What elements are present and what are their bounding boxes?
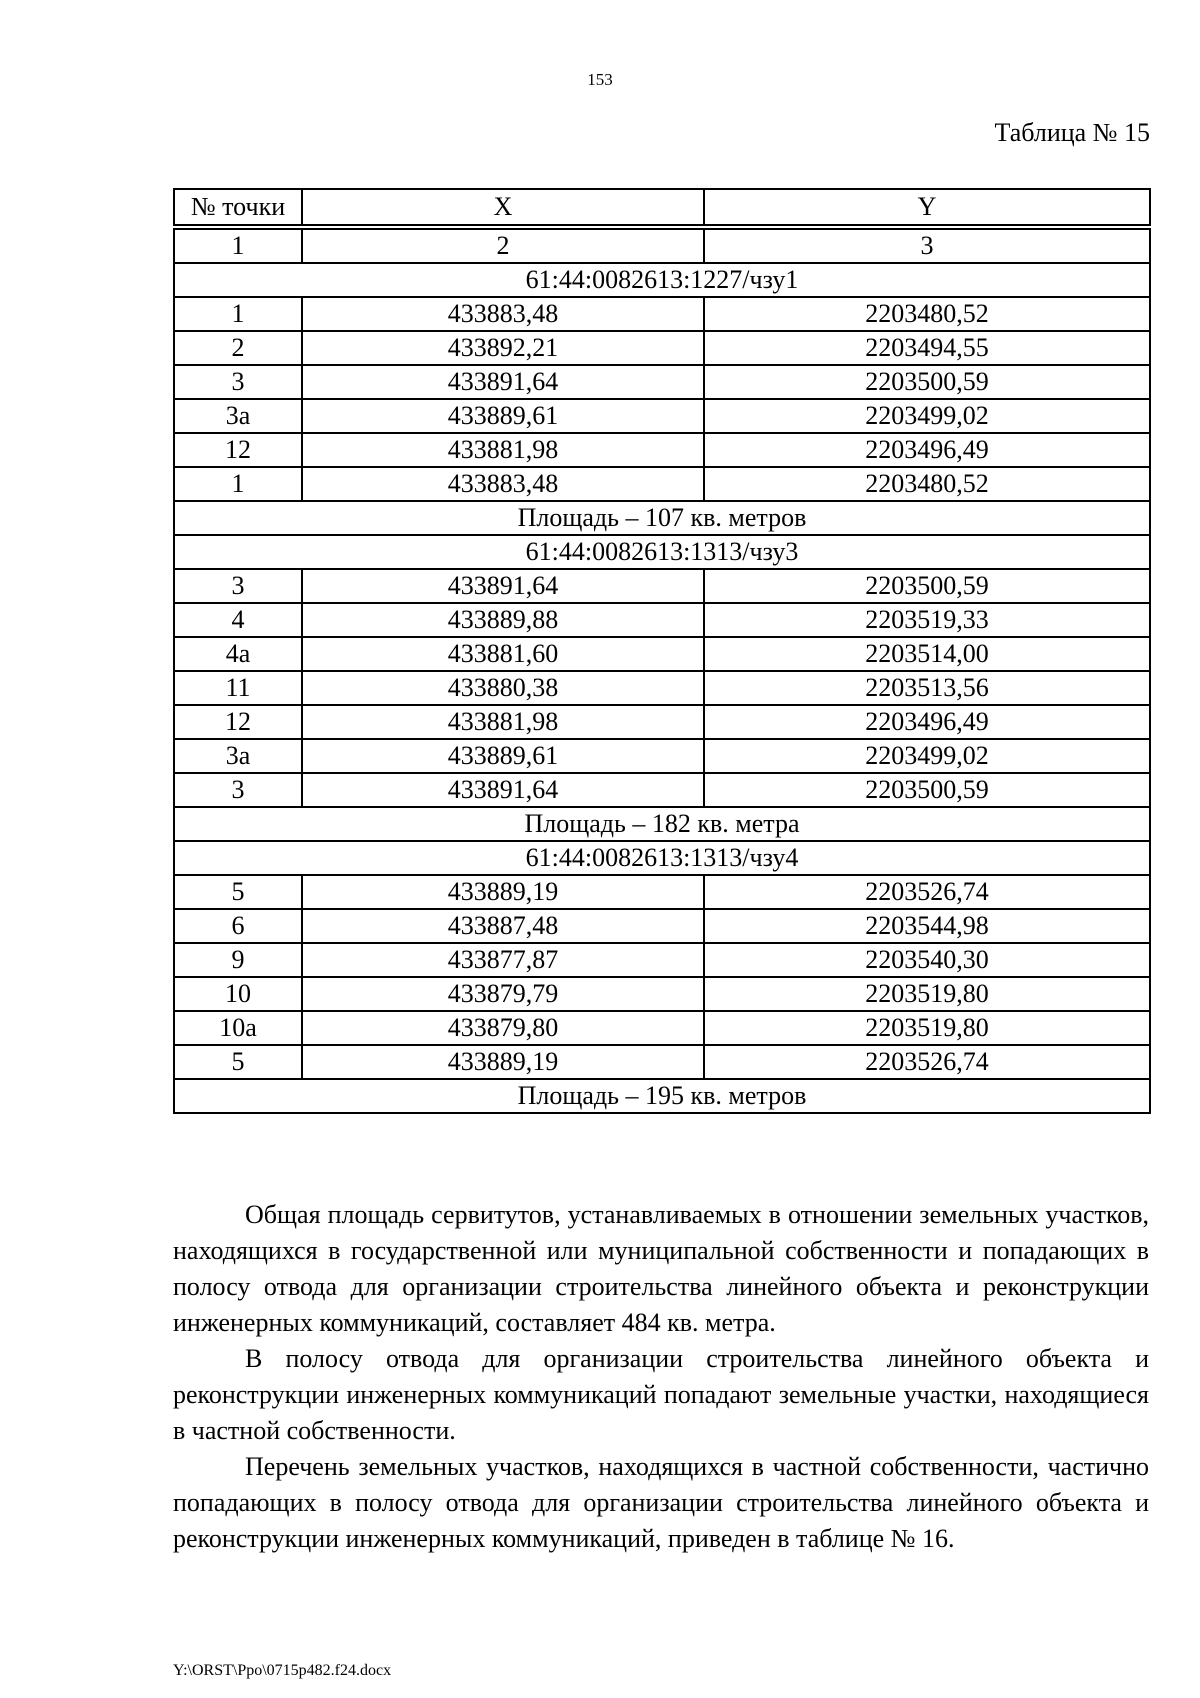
- table-row: [174, 977, 1150, 1011]
- point-number: 10: [174, 977, 302, 1011]
- x-coordinate: 433877,87: [302, 943, 704, 977]
- x-coordinate: 433889,19: [302, 875, 704, 909]
- y-coordinate: 2203494,55: [704, 331, 1150, 365]
- header-point-number: № точки: [174, 189, 302, 227]
- point-number: 3: [174, 365, 302, 399]
- point-number: 10а: [174, 1011, 302, 1045]
- table-header-row: [174, 189, 1150, 227]
- body-text: [173, 1197, 1149, 1557]
- y-coordinate: 2203540,30: [704, 943, 1150, 977]
- x-coordinate: 433891,64: [302, 365, 704, 399]
- x-coordinate: 433881,98: [302, 705, 704, 739]
- point-number: 2: [174, 331, 302, 365]
- x-coordinate: 433892,21: [302, 331, 704, 365]
- header-x: X: [302, 189, 704, 227]
- table-row: [174, 943, 1150, 977]
- table-row: [174, 909, 1150, 943]
- table-row: [174, 671, 1150, 705]
- table-row: [174, 365, 1150, 399]
- area-row: [174, 501, 1150, 535]
- column-number: 1: [174, 227, 302, 263]
- y-coordinate: 2203519,80: [704, 1011, 1150, 1045]
- column-number: 2: [302, 227, 704, 263]
- x-coordinate: 433889,61: [302, 739, 704, 773]
- y-coordinate: 2203519,33: [704, 603, 1150, 637]
- x-coordinate: 433891,64: [302, 773, 704, 807]
- point-number: 12: [174, 433, 302, 467]
- y-coordinate: 2203480,52: [704, 297, 1150, 331]
- footer-file-path: Y:\ORST\Ppo\0715p482.f24.docx: [173, 1662, 392, 1679]
- y-coordinate: 2203526,74: [704, 1045, 1150, 1079]
- paragraph: В полосу отвода для организации строительства линейного объекта и реконструкции инженерных коммуникаций попадают земельные участки, находящиеся в частной собственности.: [173, 1344, 1149, 1445]
- table-row: [174, 331, 1150, 365]
- point-number: 4а: [174, 637, 302, 671]
- x-coordinate: 433881,60: [302, 637, 704, 671]
- point-number: 3: [174, 569, 302, 603]
- x-coordinate: 433881,98: [302, 433, 704, 467]
- x-coordinate: 433879,79: [302, 977, 704, 1011]
- y-coordinate: 2203480,52: [704, 467, 1150, 501]
- area-text: Площадь – 182 кв. метра: [174, 807, 1150, 841]
- y-coordinate: 2203544,98: [704, 909, 1150, 943]
- parcel-row: [174, 841, 1150, 875]
- paragraph: Перечень земельных участков, находящихся в частной собственности, частично попадающих в полосу отвода для организации строительства линейного объекта и реконструкции инженерных коммуникаций, приведен в таблице № 16.: [173, 1452, 1149, 1553]
- x-coordinate: 433883,48: [302, 467, 704, 501]
- y-coordinate: 2203526,74: [704, 875, 1150, 909]
- table-caption: Таблица № 15: [994, 118, 1150, 147]
- point-number: 3а: [174, 399, 302, 433]
- x-coordinate: 433889,61: [302, 399, 704, 433]
- table-row: [174, 1045, 1150, 1079]
- table-row: [174, 433, 1150, 467]
- point-number: 5: [174, 875, 302, 909]
- parcel-row: [174, 263, 1150, 297]
- point-number: 9: [174, 943, 302, 977]
- table-row: [174, 1011, 1150, 1045]
- column-number-row: [174, 227, 1150, 263]
- point-number: 1: [174, 297, 302, 331]
- point-number: 3а: [174, 739, 302, 773]
- point-number: 4: [174, 603, 302, 637]
- y-coordinate: 2203500,59: [704, 365, 1150, 399]
- table-row: [174, 637, 1150, 671]
- table-row: [174, 399, 1150, 433]
- x-coordinate: 433883,48: [302, 297, 704, 331]
- parcel-row: [174, 535, 1150, 569]
- x-coordinate: 433879,80: [302, 1011, 704, 1045]
- x-coordinate: 433880,38: [302, 671, 704, 705]
- area-row: [174, 807, 1150, 841]
- table-row: [174, 603, 1150, 637]
- y-coordinate: 2203496,49: [704, 705, 1150, 739]
- y-coordinate: 2203500,59: [704, 569, 1150, 603]
- x-coordinate: 433891,64: [302, 569, 704, 603]
- parcel-number: 61:44:0082613:1313/чзу3: [174, 535, 1150, 569]
- x-coordinate: 433887,48: [302, 909, 704, 943]
- point-number: 6: [174, 909, 302, 943]
- y-coordinate: 2203519,80: [704, 977, 1150, 1011]
- y-coordinate: 2203499,02: [704, 399, 1150, 433]
- area-text: Площадь – 107 кв. метров: [174, 501, 1150, 535]
- table-row: [174, 569, 1150, 603]
- table-row: [174, 705, 1150, 739]
- table-row: [174, 875, 1150, 909]
- page-number: 153: [587, 70, 613, 89]
- y-coordinate: 2203513,56: [704, 671, 1150, 705]
- point-number: 1: [174, 467, 302, 501]
- y-coordinate: 2203514,00: [704, 637, 1150, 671]
- x-coordinate: 433889,88: [302, 603, 704, 637]
- parcel-number: 61:44:0082613:1227/чзу1: [174, 263, 1150, 297]
- column-number: 3: [704, 227, 1150, 263]
- header-y: Y: [704, 189, 1150, 227]
- table-row: [174, 773, 1150, 807]
- point-number: 3: [174, 773, 302, 807]
- y-coordinate: 2203496,49: [704, 433, 1150, 467]
- x-coordinate: 433889,19: [302, 1045, 704, 1079]
- paragraph: Общая площадь сервитутов, устанавливаемых в отношении земельных участков, находящихся в государственной или муниципальной собственности и попадающих в полосу отвода для организации строительства линейного объекта и реконструкции инженерных коммуникаций, составляет 484 кв. метра.: [173, 1200, 1149, 1337]
- area-text: Площадь – 195 кв. метров: [174, 1079, 1150, 1113]
- table-row: [174, 297, 1150, 331]
- parcel-number: 61:44:0082613:1313/чзу4: [174, 841, 1150, 875]
- point-number: 5: [174, 1045, 302, 1079]
- y-coordinate: 2203499,02: [704, 739, 1150, 773]
- point-number: 11: [174, 671, 302, 705]
- area-row: [174, 1079, 1150, 1113]
- table-row: [174, 739, 1150, 773]
- coordinates-table: [173, 188, 1151, 1114]
- table-row: [174, 467, 1150, 501]
- y-coordinate: 2203500,59: [704, 773, 1150, 807]
- point-number: 12: [174, 705, 302, 739]
